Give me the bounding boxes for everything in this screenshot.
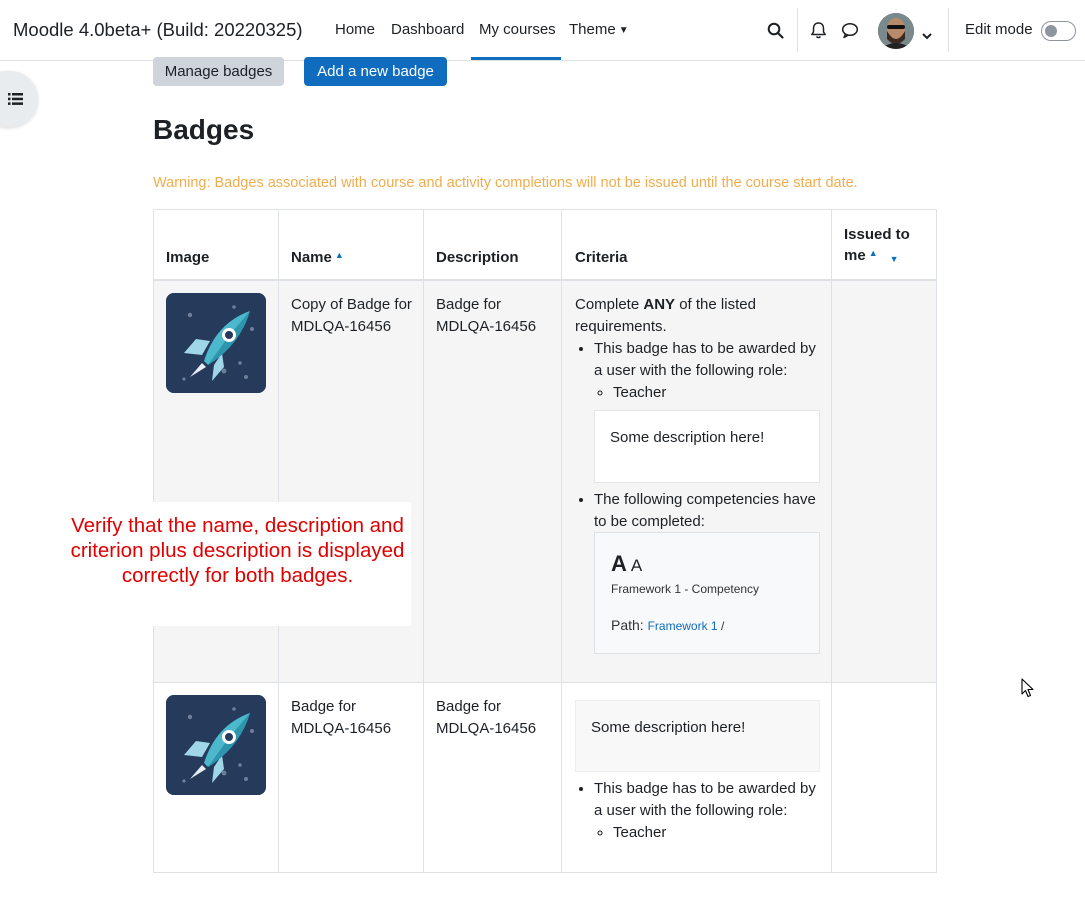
badge-image[interactable] [166,695,266,795]
page-title: Badges [153,114,255,145]
chevron-down-icon[interactable] [922,27,932,45]
criteria-item: • The following competencies have to be completed: [594,489,820,533]
nav-theme-label: Theme [569,21,616,38]
nav-my-courses[interactable]: My courses [479,21,556,38]
chat-icon[interactable] [841,22,859,44]
criteria-role-item: ◦ Teacher [613,382,820,404]
nav-dashboard[interactable]: Dashboard [391,21,465,38]
competency-shortname: A [611,551,627,576]
sort-desc-icon: ▼ [889,254,899,264]
framework-link[interactable]: Framework 1 [647,619,718,633]
header-criteria: Criteria [575,249,628,266]
site-brand[interactable]: Moodle 4.0beta+ (Build: 20220325) [13,19,303,40]
add-new-badge-button[interactable]: Add a new badge [304,57,447,86]
badge-description-line: MDLQA-16456 [436,720,537,737]
badge-name[interactable] [291,294,412,338]
header-image: Image [166,249,210,266]
header-issued-label: Issued to [844,226,910,243]
toggle-knob [1045,25,1057,37]
avatar[interactable] [878,13,914,49]
badge-criteria [575,294,820,404]
badge-name[interactable] [291,696,391,740]
criteria-description-box [594,410,820,483]
test-instruction-annotation: Verify that the name, description and criterion plus description is displayed correctly for both badges. [64,502,411,626]
nav-separator [797,8,798,52]
row-divider [154,682,936,683]
badge-description [436,696,536,740]
badge-image[interactable] [166,293,266,393]
criteria-item [594,338,820,404]
criteria-description-box [575,700,820,772]
badge-name-line: Copy of Badge for [291,296,412,313]
criteria-item [594,778,820,844]
col-divider [561,210,562,872]
competency-box [594,532,820,654]
header-name[interactable] [291,249,344,266]
badge-description [436,294,536,338]
chevron-down-icon: ▼ [618,25,629,36]
nav-theme[interactable] [569,21,629,38]
badge-name-line: MDLQA-16456 [291,318,392,335]
path-separator: / [717,619,725,633]
nav-separator [948,8,949,52]
criteria-intro [575,294,820,338]
header-description[interactable]: Description [436,249,519,266]
criteria-role-text: This badge has to be awarded by a user with the following role: [594,340,816,379]
warning-message: Warning: Badges associated with course and activity completions will not be issued until the course start date. [153,175,858,191]
nav-active-indicator [471,57,561,60]
badge-description-line: Badge for [436,296,502,313]
competency-idnumber: A [630,556,643,575]
badge-name-line: MDLQA-16456 [291,720,392,737]
competency-title [611,551,642,577]
search-icon[interactable] [767,22,784,44]
manage-badges-button[interactable]: Manage badges [153,57,284,86]
col-divider [423,210,424,872]
mouse-cursor-icon [1021,678,1035,703]
sort-asc-icon: ▲ [334,250,344,260]
competency-framework: Framework 1 - Competency [611,582,760,596]
col-divider [831,210,832,872]
criteria-intro-any: ANY [643,296,676,313]
criteria-description: Some description here! [610,429,765,446]
criteria-intro-text: Complete [575,296,644,313]
edit-mode-toggle[interactable] [1041,21,1076,41]
competency-path [611,617,724,633]
badge-name-line: Badge for [291,698,357,715]
criteria-description: Some description here! [591,719,746,736]
criteria-intro-text: of the listed requirements. [575,296,756,335]
badge-description-line: Badge for [436,698,502,715]
header-name-label: Name [291,249,332,266]
sort-asc-icon: ▲ [868,248,878,258]
header-issued-to-me[interactable] [844,226,910,264]
nav-home[interactable]: Home [335,21,376,38]
badge-description-line: MDLQA-16456 [436,318,537,335]
edit-mode-label: Edit mode [965,21,1033,38]
criteria-role-text: This badge has to be awarded by a user with the following role: [594,780,816,819]
criteria-role-item: ◦ Teacher [613,822,820,844]
course-index-drawer-toggle[interactable] [0,71,38,127]
path-label: Path: [611,617,644,633]
criteria-competencies [575,489,820,533]
top-navbar [0,0,1085,61]
badge-criteria [575,778,820,844]
list-icon [8,92,23,110]
header-divider [154,279,936,281]
bell-icon[interactable] [810,21,827,45]
header-issued-label-2: me [844,247,866,264]
